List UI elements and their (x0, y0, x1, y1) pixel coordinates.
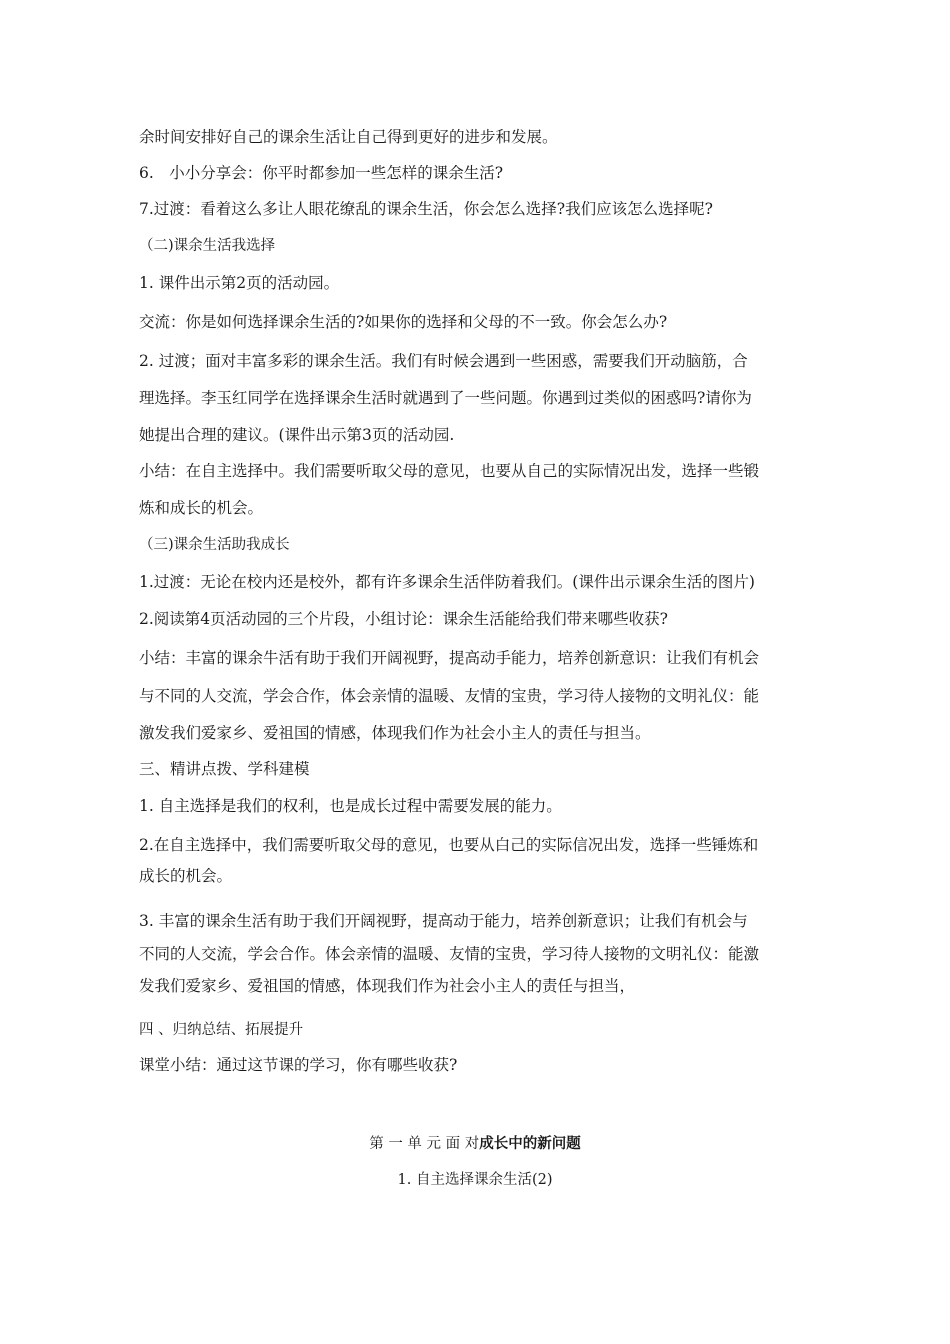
text-line: 2.在自主选择中，我们需要听取父母的意见，也要从白己的实际信况出发，选择一些锤炼和 (139, 836, 759, 854)
text-line: 激发我们爱家乡、爱祖国的情感，体现我们作为社会小主人的责任与担当。 (139, 724, 651, 742)
lesson-title: 1. 自主选择课余生活(2) (397, 1172, 553, 1188)
text-line: 2. 过渡；面对丰富多彩的课余生活。我们有时候会遇到一些困惑，需要我们开动脑筋，合 (139, 352, 748, 370)
text-line: 2.阅读第4页活动园的三个片段，小组讨论：课余生活能给我们带来哪些收获? (139, 610, 668, 628)
text-line: 6. 小小分享会：你平时都参加一些怎样的课余生活? (139, 164, 504, 182)
text-line: 3. 丰富的课余生活有助于我们开阔视野，提高动于能力，培养创新意识；让我们有机会与 (139, 912, 748, 930)
text-line: 与不同的人交流，学会合作，体会亲情的温暖、友情的宝贵，学习待人接物的文明礼仪：能 (139, 687, 760, 705)
unit-title-rest: 成长中的新问题 (479, 1135, 581, 1152)
unit-title (0, 1133, 950, 1155)
text-line: 1. 自主选择是我们的权利，也是成长过程中需要发展的能力。 (139, 797, 562, 815)
text-line: 发我们爱家乡、爱祖国的情感，体现我们作为社会小主人的责任与担当， (139, 977, 636, 995)
text-line: 1. 课件出示第2页的活动园。 (139, 274, 340, 292)
text-line: 成长的机会。 (139, 867, 233, 885)
text-line: 理选择。李玉红同学在选择课余生活时就遇到了一些问题。你遇到过类似的困惑吗?请你为 (139, 389, 752, 407)
text-line: 7.过渡：看着这么多让人眼花缭乱的课余生活，你会怎么选择?我们应该怎么选择呢? (139, 200, 713, 218)
section-heading: 四 、归纳总结、拓展提升 (139, 1022, 304, 1038)
section-heading: 三、精讲点拨、学科建模 (139, 760, 310, 778)
text-line: 炼和成长的机会。 (139, 499, 264, 517)
text-line: 小结：在自主选择中。我们需要听取父母的意见，也要从自己的实际情况出发，选择一些锻 (139, 462, 760, 480)
text-line: 交流：你是如何选择课余生活的?如果你的选择和父母的不一致。你会怎么办? (139, 313, 668, 331)
text-line: 她提出合理的建议。(课件出示第3页的活动园. (139, 426, 455, 444)
unit-title-prefix: 第 一 单 元 面 对 (369, 1136, 480, 1152)
text-line: 课堂小结：通过这节课的学习，你有哪些收获? (139, 1056, 458, 1074)
section-heading: （三)课余生活助我成长 (139, 537, 290, 553)
text-line: 1.过渡：无论在校内还是校外，都有许多课余生活伴防着我们。(课件出示课余生活的图片) (139, 573, 755, 591)
text-line: 不同的人交流，学会合作。体会亲情的温暖、友情的宝贵，学习待人接物的文明礼仪：能激 (139, 945, 760, 963)
text-line: 余时间安排好自己的课余生活让自己得到更好的进步和发展。 (139, 128, 558, 146)
section-heading: （二)课余生活我选择 (139, 238, 276, 254)
text-line: 小结：丰富的课余牛活有助于我们开阔视野，提高动手能力，培养创新意识：让我们有机会 (139, 649, 760, 667)
